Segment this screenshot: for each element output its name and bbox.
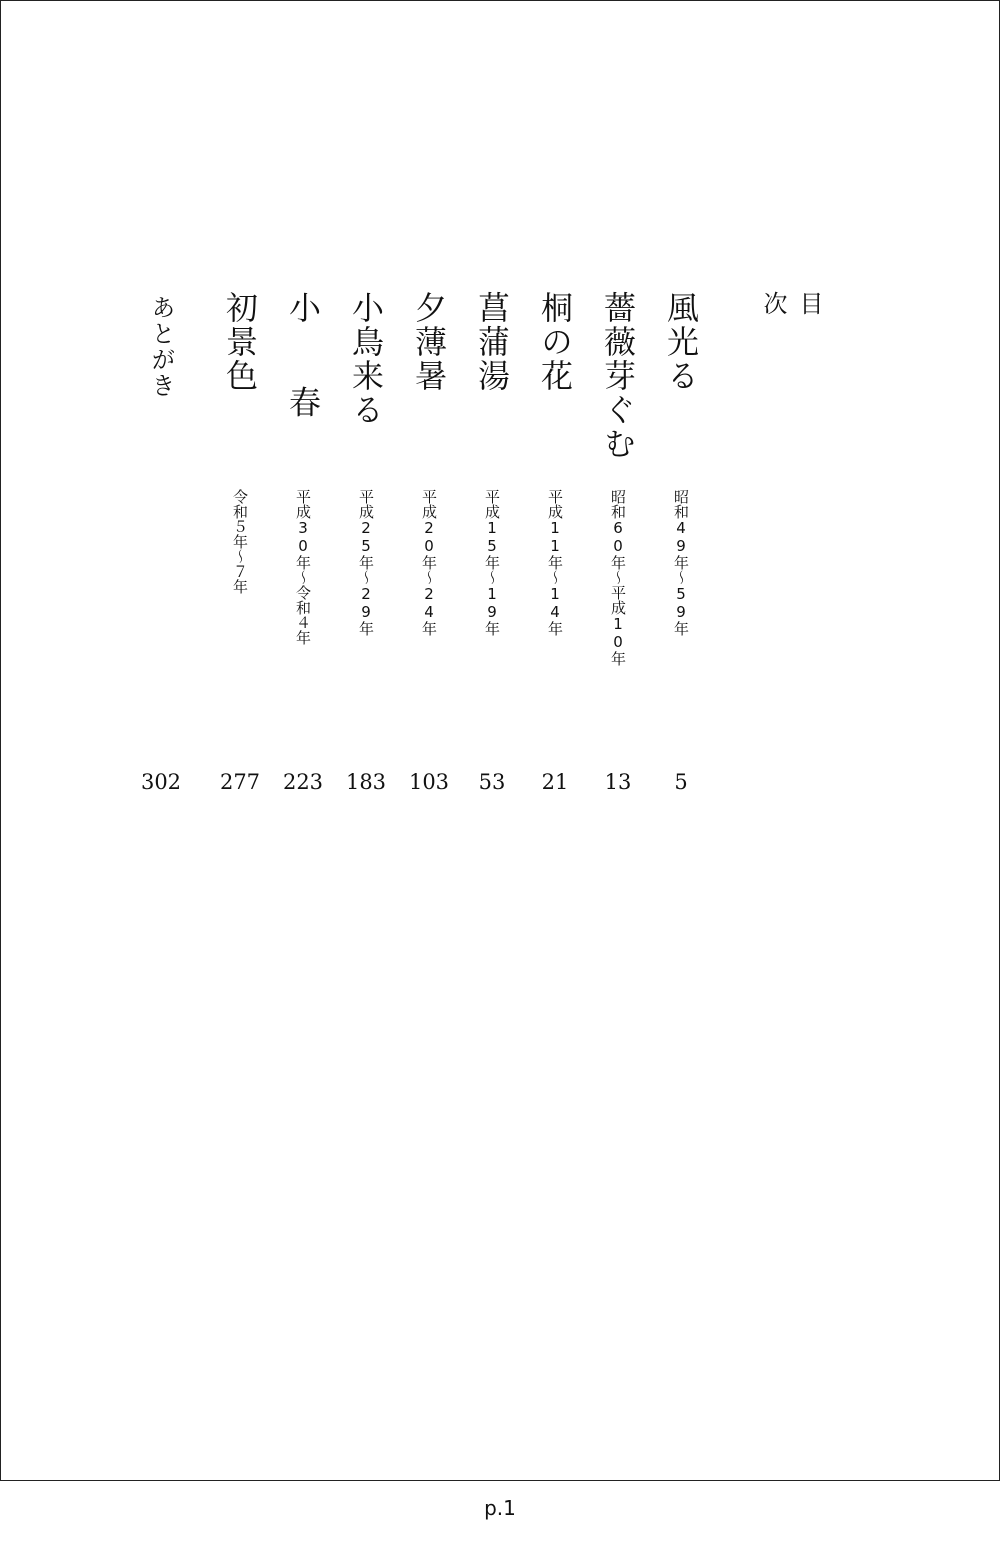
toc-entry-period: 昭和60年～平成10年: [609, 489, 627, 666]
toc-entry-title: 小鳥来る: [347, 291, 385, 427]
toc-entry-title: 桐の花: [536, 291, 574, 393]
toc-entry: [535, 291, 575, 811]
toc-entry-period: 平成30年～令和４年: [294, 489, 312, 645]
toc-entry-page: 103: [408, 770, 450, 794]
toc-entry-page: 183: [345, 770, 387, 794]
toc-entry-title: あとがき: [147, 295, 175, 399]
toc-entry-title: 初景色: [221, 291, 259, 393]
toc-entry-page: 277: [219, 770, 261, 794]
toc-entry-page: 302: [140, 770, 182, 794]
toc-entry-title: 小 春: [284, 291, 322, 444]
toc-entry-period: 昭和49年～59年: [672, 489, 690, 636]
toc-entry-period: 平成11年～14年: [546, 489, 564, 636]
toc-entry-page: 21: [541, 770, 569, 794]
toc-entry-title: 菖蒲湯: [473, 291, 511, 393]
toc-entry-title: 風光る: [662, 291, 700, 393]
toc-entry: [409, 291, 449, 811]
toc-entry: [598, 291, 638, 811]
toc-entry-period: 平成15年～19年: [483, 489, 501, 636]
toc-entry: [661, 291, 701, 811]
toc-entry-page: 5: [674, 770, 688, 794]
toc-entry-page: 53: [478, 770, 506, 794]
toc-entry-page: 223: [282, 770, 324, 794]
toc-entry-period: 平成20年～24年: [420, 489, 438, 636]
toc-entry-title: 薔薇芽ぐむ: [599, 291, 637, 461]
toc-entry-period: 平成25年～29年: [357, 489, 375, 636]
toc-entry-period: 令和５年～７年: [231, 489, 249, 594]
page-number: p.1: [484, 1496, 516, 1520]
toc-entry: [346, 291, 386, 811]
toc-heading: 目 次: [759, 291, 823, 341]
toc-entry: [472, 291, 512, 811]
toc-entry: [141, 291, 181, 811]
toc-entry-title: 夕薄暑: [410, 291, 448, 393]
toc-entry: [283, 291, 323, 811]
toc-entry: [220, 291, 260, 811]
toc-entry-page: 13: [604, 770, 632, 794]
